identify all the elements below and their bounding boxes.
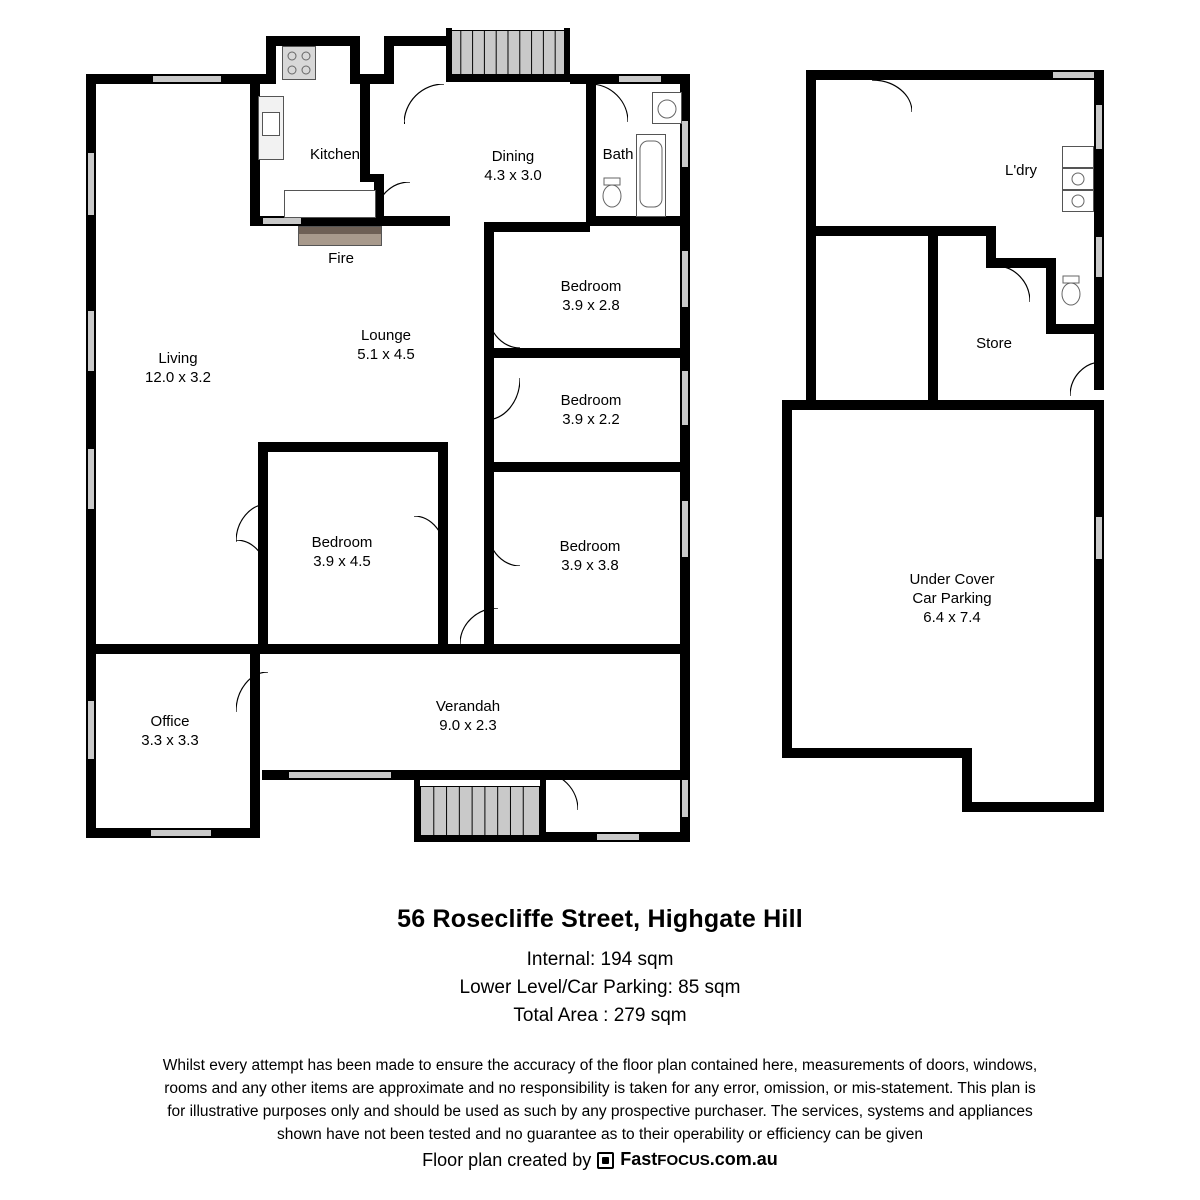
room-label-store: Store — [976, 335, 1012, 352]
wall — [494, 462, 690, 472]
door — [486, 524, 520, 566]
door — [872, 80, 912, 112]
window — [87, 700, 95, 760]
laundry-tub-icon — [1062, 146, 1094, 168]
fireplace-icon — [298, 226, 382, 246]
brand-tld: .com.au — [709, 1149, 778, 1169]
wall — [414, 780, 420, 842]
window — [618, 75, 662, 83]
door — [236, 540, 268, 578]
room-label-bedroom-4: Bedroom 3.9 x 3.8 — [559, 538, 621, 574]
window — [87, 448, 95, 510]
wall — [806, 226, 996, 236]
window — [87, 310, 95, 372]
window — [150, 829, 212, 837]
room-label-office: Office 3.3 x 3.3 — [141, 713, 199, 749]
window — [681, 250, 689, 308]
kitchen-cooktop-icon — [282, 46, 316, 80]
wall — [962, 802, 1104, 812]
room-label-fire: Fire — [328, 250, 354, 267]
door — [486, 378, 520, 420]
window — [1095, 516, 1103, 560]
wall — [484, 222, 590, 232]
wall — [360, 174, 384, 182]
area-total: Total Area : 279 sqm — [513, 1005, 687, 1026]
disclaimer-text — [160, 1054, 1040, 1173]
wall — [258, 442, 448, 452]
room-label-bedroom-3: Bedroom 3.9 x 4.5 — [311, 534, 373, 570]
door — [996, 266, 1030, 302]
washing-machine-icon — [652, 92, 682, 124]
wall — [446, 74, 570, 82]
room-label-car-parking: Under Cover Car Parking 6.4 x 7.4 — [909, 571, 995, 626]
door — [590, 84, 628, 122]
wall — [86, 644, 260, 654]
wall — [928, 226, 938, 410]
wall — [494, 348, 690, 358]
room-label-dining: Dining 4.3 x 3.0 — [484, 148, 542, 184]
room-label-kitchen: Kitchen — [309, 146, 361, 163]
window — [87, 152, 95, 216]
room-label-bedroom-2: Bedroom 3.9 x 2.2 — [560, 392, 622, 428]
wall — [266, 36, 360, 46]
door — [1070, 362, 1102, 396]
room-label-bedroom-1: Bedroom 3.9 x 2.8 — [560, 278, 622, 314]
kitchen-sink-icon — [262, 112, 280, 136]
wall — [782, 748, 972, 758]
brand-focus: FOCUS — [657, 1152, 710, 1169]
door — [486, 306, 520, 348]
kitchen-counter-icon — [284, 190, 376, 218]
area-lower-level: Lower Level/Car Parking: 85 sqm — [459, 977, 741, 998]
window — [262, 217, 302, 225]
wall — [586, 216, 690, 226]
credit-prefix: Floor plan created by — [422, 1149, 592, 1170]
window — [1095, 104, 1103, 150]
room-label-bath: Bath — [602, 146, 634, 163]
toilet-icon — [1058, 274, 1084, 308]
wall — [484, 222, 494, 652]
wall — [414, 836, 546, 842]
door — [376, 182, 410, 216]
wall — [806, 70, 816, 410]
window — [681, 500, 689, 558]
door — [404, 84, 444, 124]
wall — [256, 644, 690, 654]
door — [414, 516, 446, 556]
toilet-icon — [600, 176, 624, 210]
room-label-lounge: Lounge 5.1 x 4.5 — [357, 327, 415, 363]
wall — [782, 400, 792, 758]
area-internal: Internal: 194 sqm — [526, 949, 674, 970]
door — [460, 608, 498, 644]
window — [681, 370, 689, 426]
wall — [1046, 258, 1056, 334]
window — [596, 833, 640, 841]
window — [152, 75, 222, 83]
window — [1095, 236, 1103, 278]
brand-name — [620, 1148, 778, 1172]
disclaimer-body: Whilst every attempt has been made to ensure the accuracy of the floor plan contained here, measurements of doors, windows, rooms and any other items are approximate and no responsibility is taken for any error, omission, or mis-statement. This plan is for illustrative purposes only and should be used as such by any prospective purchaser. The services, systems and appliances shown have not been tested and no guarantee as to their operability or efficiency can be given — [162, 1057, 1038, 1143]
bathtub-icon — [636, 134, 666, 217]
window — [288, 771, 392, 779]
room-label-laundry: L'dry — [1004, 162, 1038, 179]
fastfocus-logo-icon — [597, 1152, 614, 1169]
plan-footer — [0, 905, 1200, 1173]
stairs-upper — [448, 30, 568, 78]
credit-line — [422, 1148, 778, 1172]
door — [540, 772, 578, 810]
laundry-appliance-icon — [1062, 190, 1094, 212]
room-label-verandah: Verandah 9.0 x 2.3 — [435, 698, 501, 734]
wall — [1046, 324, 1104, 334]
wall — [384, 36, 446, 46]
window — [681, 120, 689, 168]
room-label-living: Living 12.0 x 3.2 — [145, 350, 211, 386]
stairs-lower — [420, 786, 540, 836]
wall — [782, 400, 1104, 410]
laundry-appliance-icon — [1062, 168, 1094, 190]
brand-fast: Fast — [620, 1149, 658, 1169]
page-title: 56 Rosecliffe Street, Highgate Hill — [397, 905, 803, 933]
window — [1052, 71, 1096, 79]
wall — [1094, 400, 1104, 812]
door — [236, 672, 268, 712]
wall — [680, 74, 690, 842]
wall — [360, 74, 370, 180]
door — [236, 504, 268, 542]
